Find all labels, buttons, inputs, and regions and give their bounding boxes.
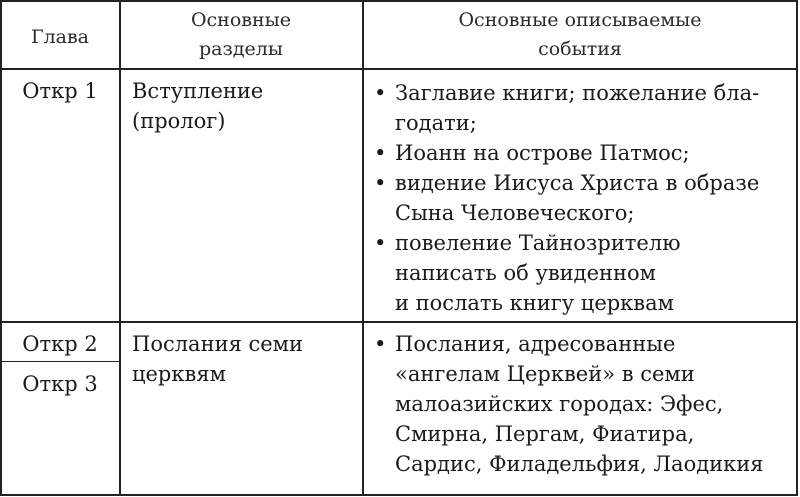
table-border-left	[0, 0, 2, 496]
list-item: • Иоанн на острове Патмос;	[372, 138, 792, 168]
row2-event-list	[372, 329, 792, 479]
row2-section: Послания семи церквям	[132, 332, 304, 386]
chapter-subdivider	[0, 361, 120, 362]
list-item: • видение Иисуса Христа в образе Сына Человеческого;	[372, 168, 792, 228]
row2-chapter-a: Откр 2	[22, 332, 98, 356]
list-item: • Послания, адресованные «ангелам Церквей» в семи малоазийских городах: Эфес, Смирна, Пергам, Фиатира, Сардис, Филадельфия, Лаодикия	[372, 329, 792, 479]
row2-chapter-b: Откр 3	[22, 372, 98, 396]
row1-chapter: Откр 1	[22, 79, 98, 103]
list-item: • Заглавие книги; пожелание бла- годати;	[372, 78, 792, 138]
header-events: Основные описываемые события	[458, 9, 702, 60]
column-divider-1	[119, 0, 121, 496]
table-border-right	[796, 0, 798, 496]
header-chapter: Глава	[30, 26, 89, 48]
header-sections: Основные разделы	[190, 9, 292, 60]
row1-section: Вступление (пролог)	[132, 79, 264, 133]
row1-event-list	[372, 78, 792, 318]
column-divider-2	[362, 0, 364, 496]
list-item: • повеление Тайнозрителю написать об увиденном и послать книгу церквам	[372, 228, 792, 318]
